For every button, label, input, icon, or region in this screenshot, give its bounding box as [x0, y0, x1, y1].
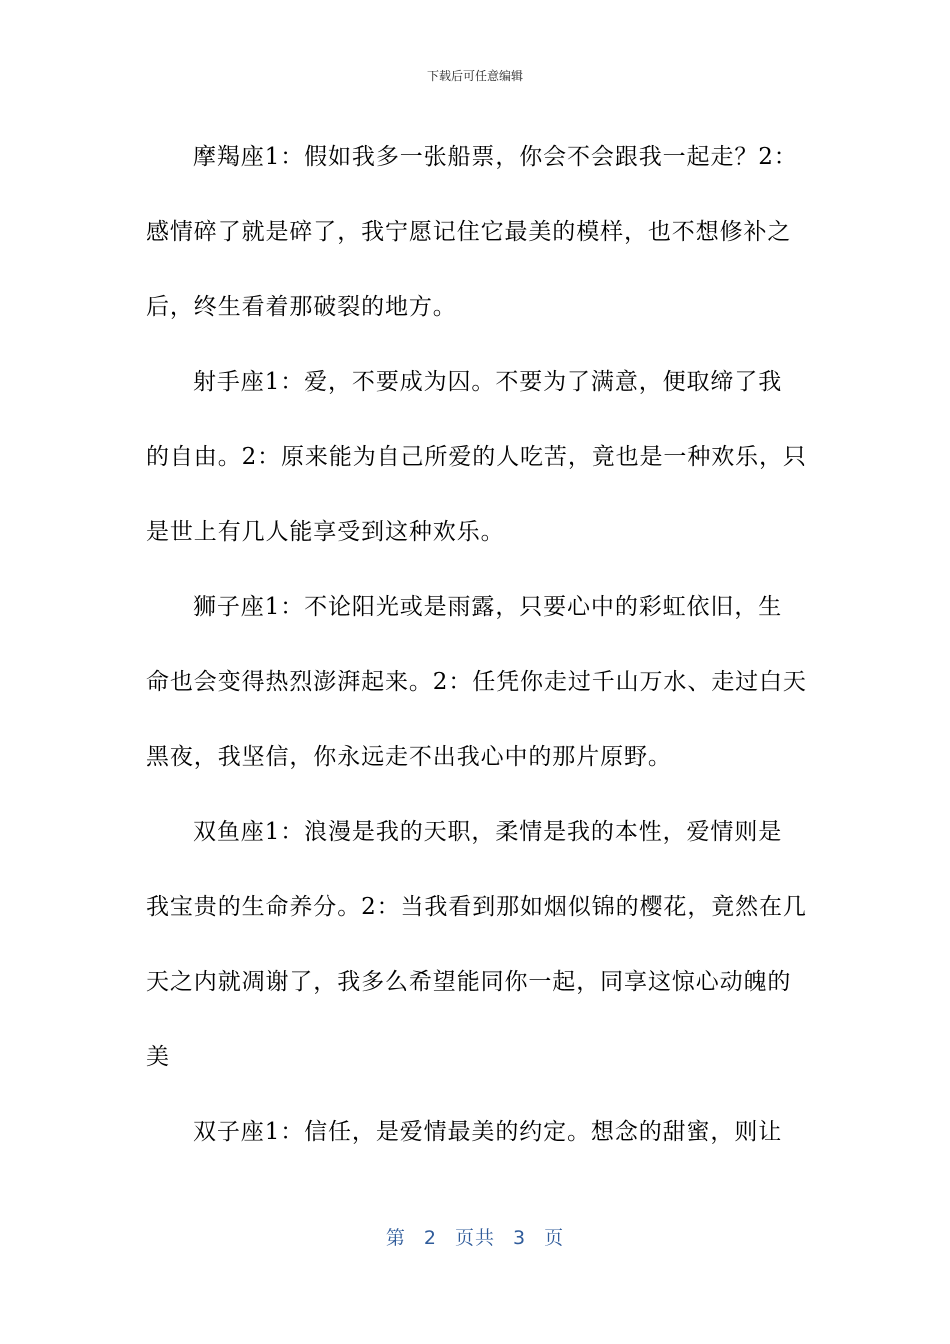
document-body: [146, 120, 806, 1170]
footer-page-number: 2: [423, 1227, 437, 1249]
text-line: 的自由。2：原来能为自己所爱的人吃苦，竟也是一种欢乐，只: [146, 444, 807, 470]
text-line: 摩羯座1：假如我多一张船票，你会不会跟我一起走？2：: [193, 144, 798, 170]
text-line: 感情碎了就是碎了，我宁愿记住它最美的模样，也不想修补之: [146, 219, 792, 245]
footer-prefix: 第: [385, 1227, 406, 1249]
footer-middle: 页共: [454, 1227, 495, 1249]
text-line: 命也会变得热烈澎湃起来。2：任凭你走过千山万水、走过白天: [146, 669, 807, 695]
footer-total-pages: 3: [513, 1227, 527, 1249]
text-line: 是世上有几人能享受到这种欢乐。: [146, 519, 505, 545]
text-line: 美: [146, 1044, 170, 1070]
text-line: 双鱼座1：浪漫是我的天职，柔情是我的本性，爱情则是: [193, 819, 783, 845]
page-footer: [0, 1226, 950, 1250]
text-line: 我宝贵的生命养分。2：当我看到那如烟似锦的樱花，竟然在几: [146, 894, 807, 920]
text-line: 狮子座1：不论阳光或是雨露，只要心中的彩虹依旧，生: [193, 594, 783, 620]
text-line: 射手座1：爱，不要成为囚。不要为了满意，便取缔了我: [193, 369, 783, 395]
page-header: 下载后可任意编辑: [426, 69, 523, 83]
text-line: 黑夜，我坚信，你永远走不出我心中的那片原野。: [146, 744, 672, 770]
text-line: 天之内就凋谢了，我多么希望能同你一起，同享这惊心动魄的: [146, 969, 792, 995]
text-line: 双子座1：信任，是爱情最美的约定。想念的甜蜜，则让: [193, 1119, 783, 1145]
footer-suffix: 页: [544, 1227, 565, 1249]
text-line: 后，终生看着那破裂的地方。: [146, 294, 457, 320]
